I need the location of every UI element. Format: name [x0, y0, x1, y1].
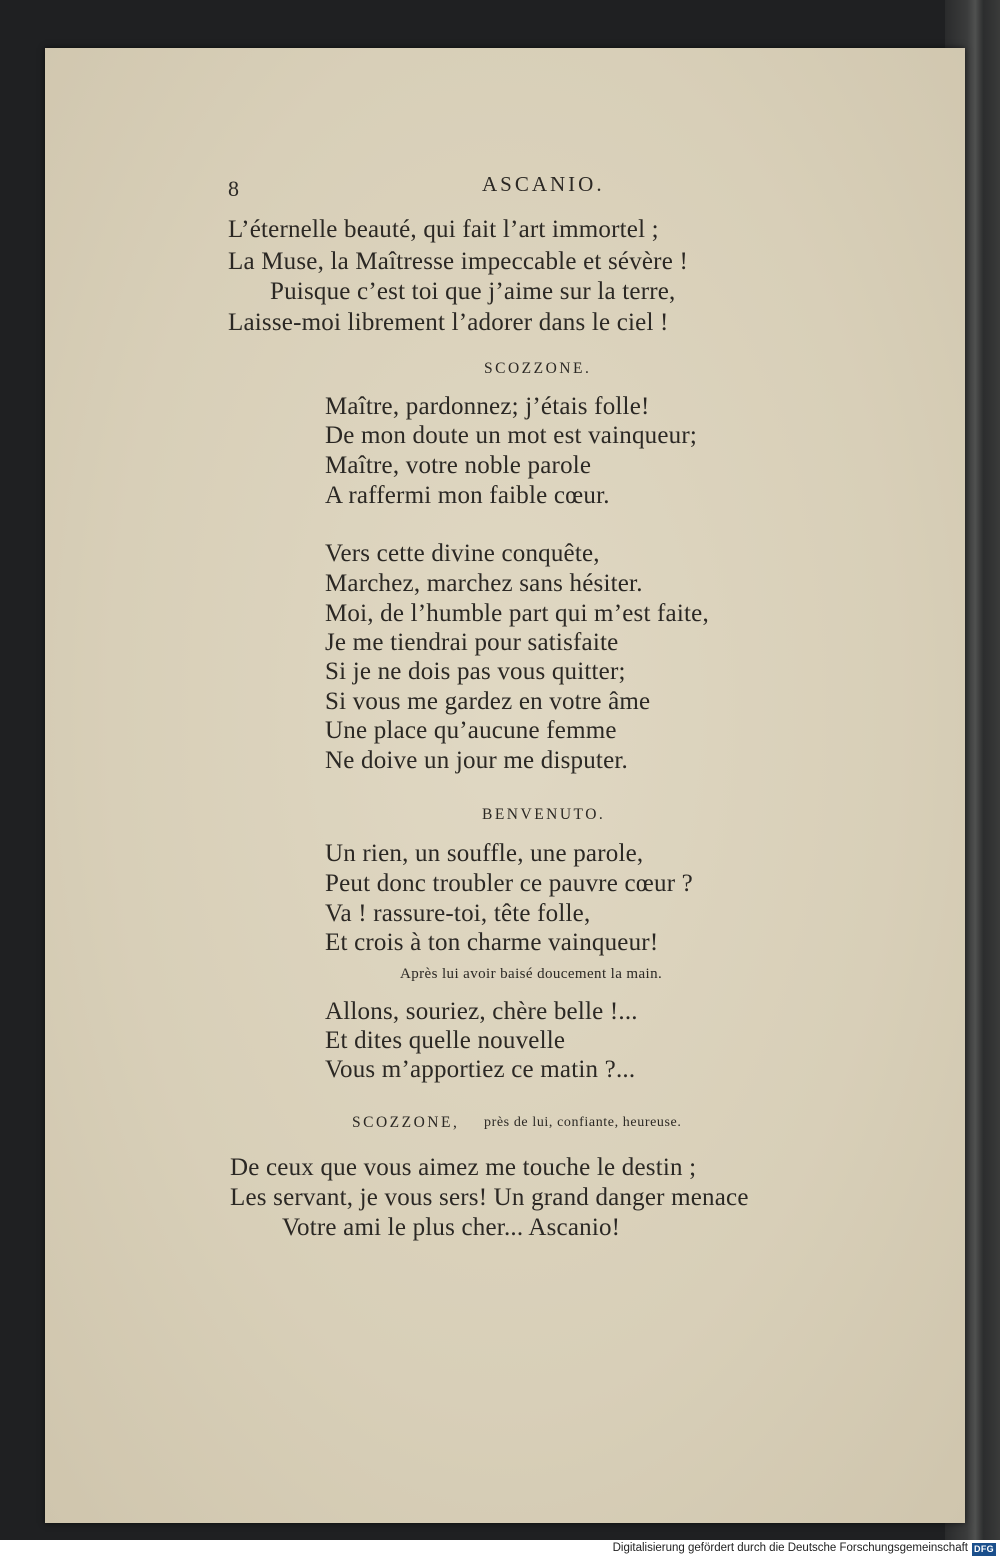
footer-bar	[0, 1540, 1000, 1559]
verse-line: Une place qu’aucune femme	[325, 717, 617, 744]
verse-line: Va ! rassure-toi, tête folle,	[325, 900, 591, 927]
speaker-heading: SCOZZONE.	[484, 360, 592, 377]
verse-line: Et crois à ton charme vainqueur!	[325, 929, 659, 956]
verse-line: Allons, souriez, chère belle !...	[325, 998, 638, 1025]
verse-line: Ne doive un jour me disputer.	[325, 747, 628, 774]
verse-line: Si vous me gardez en votre âme	[325, 688, 651, 715]
verse-line: Les servant, je vous sers! Un grand danger menace	[230, 1184, 749, 1211]
page-number: 8	[228, 176, 240, 201]
verse-line: Vers cette divine conquête,	[325, 540, 600, 567]
speaker-heading: BENVENUTO.	[482, 806, 606, 823]
verse-line: Maître, pardonnez; j’étais folle!	[325, 393, 650, 420]
verse-line: Et dites quelle nouvelle	[325, 1027, 566, 1054]
speaker-heading: SCOZZONE,	[352, 1114, 460, 1131]
footer-text: Digitalisierung gefördert durch die Deutsche Forschungsgemeinschaft	[612, 1542, 968, 1554]
dfg-logo-icon: DFG	[972, 1543, 996, 1556]
speaker-direction: près de lui, confiante, heureuse.	[484, 1115, 682, 1130]
verse-line: La Muse, la Maîtresse impeccable et sévère !	[228, 248, 688, 275]
verse-line: De mon doute un mot est vainqueur;	[325, 422, 698, 449]
stage-direction: Après lui avoir baisé doucement la main.	[400, 966, 663, 982]
verse-line: Votre ami le plus cher... Ascanio!	[282, 1214, 621, 1241]
verse-line: Peut donc troubler ce pauvre cœur ?	[325, 870, 693, 897]
verse-line: Un rien, un souffle, une parole,	[325, 840, 644, 867]
verse-line: Marchez, marchez sans hésiter.	[325, 570, 643, 597]
verse-line: Si je ne dois pas vous quitter;	[325, 658, 626, 685]
verse-line: De ceux que vous aimez me touche le destin ;	[230, 1154, 697, 1181]
verse-line: Puisque c’est toi que j’aime sur la terre,	[270, 278, 676, 305]
verse-line: Laisse-moi librement l’adorer dans le ciel !	[228, 309, 669, 336]
verse-line: Je me tiendrai pour satisfaite	[325, 629, 619, 656]
running-title: ASCANIO.	[482, 172, 605, 196]
verse-line: L’éternelle beauté, qui fait l’art immortel ;	[228, 216, 659, 243]
verse-line: A raffermi mon faible cœur.	[325, 482, 610, 509]
verse-line: Moi, de l’humble part qui m’est faite,	[325, 600, 709, 627]
verse-line: Vous m’apportiez ce matin ?...	[325, 1056, 636, 1083]
verse-line: Maître, votre noble parole	[325, 452, 592, 479]
